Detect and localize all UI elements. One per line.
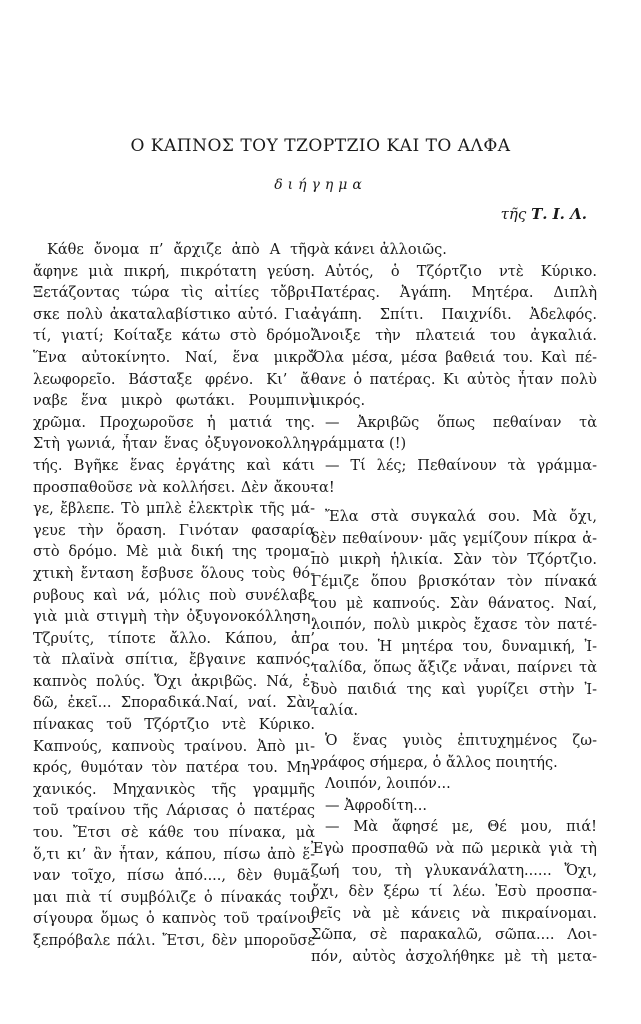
text-line: Πατέρας. Ἀγάπη. Μητέρα. Διπλὴ <box>311 285 597 302</box>
text-line: ναν τοῖχο, πίσω ἀπό...., δὲν θυμᾶ- <box>33 868 315 885</box>
text-line: του. Ἔτσι σὲ κάθε του πίνακα, μὰ <box>33 825 315 842</box>
text-line: γράφος σήμερα, ὁ ἄλλος ποιητής. <box>311 754 558 771</box>
story-genre: διήγημα <box>274 177 367 193</box>
text-line: θανε ὁ πατέρας. Κι αὐτὸς ἦταν πολὺ <box>311 371 597 388</box>
text-line: ρυβους καὶ νά, μόλις ποὺ συνέλαβε <box>33 587 315 604</box>
text-line: τα! <box>311 479 335 496</box>
text-line: λοιπόν, πολὺ μικρὸς ἔχασε τὸν πατέ- <box>311 617 597 634</box>
text-line: Σῶπα, σὲ παρακαλῶ, σῶπα.... Λοι- <box>311 927 597 944</box>
text-line: μαι πιὰ τί συμβόλιζε ὁ πίνακάς του <box>33 889 315 906</box>
text-line: λεωφορεῖο. Βάσταξε φρένο. Κι’ ἄ- <box>33 371 315 388</box>
text-line: στὸ δρόμο. Μὲ μιὰ δική της τρομα- <box>33 544 315 561</box>
text-line: ὅ,τι κι’ ἂν ἦταν, κάπου, πίσω ἀπὸ ἕ- <box>33 846 315 863</box>
text-line: του μὲ καπνούς. Σὰν θάνατος. Ναί, <box>311 595 597 612</box>
text-line: — Ἀκριβῶς ὅπως πεθαίναν τὰ <box>325 414 597 431</box>
text-line: καπνὸς πολύς. Ὄχι ἀκριβῶς. Νά, ἐ- <box>33 673 315 690</box>
text-line: πόν, αὐτὸς ἀσχολήθηκε μὲ τὴ μετα- <box>311 949 597 965</box>
left-text-column <box>33 240 315 953</box>
text-line: τί, γιατί; Κοίταξε κάτω στὸ δρόμο. <box>33 328 315 345</box>
author-line <box>501 205 587 223</box>
text-line: Ἐγὼ προσπαθῶ νὰ πῶ μερικὰ γιὰ τὴ <box>311 841 597 858</box>
text-line: τοῦ τραίνου τῆς Λάρισας ὁ πατέρας <box>33 803 315 820</box>
text-line: Στὴ γωνιά, ἦταν ἕνας ὀξυγονοκολλη- <box>33 436 315 453</box>
text-line: Τζρυίτς, τίποτε ἄλλο. Κάπου, ἀπ’ <box>33 630 315 647</box>
text-line: Κάθε ὄνομα π’ ἄρχιζε ἀπὸ Α τῆς <box>47 242 315 258</box>
text-line: γευε τὴν ὅραση. Γινόταν φασαρία <box>33 522 315 539</box>
text-line: Ἔλα στὰ συγκαλά σου. Μὰ ὄχι, <box>325 509 597 526</box>
text-line: ρα του. Ἡ μητέρα του, δυναμική, Ἰ- <box>311 638 597 655</box>
text-line: σίγουρα ὅμως ὁ καπνὸς τοῦ τραίνου <box>33 911 315 928</box>
author-prefix: τῆς <box>500 205 527 223</box>
text-line: χτικὴ ἔνταση ἔσβυσε ὅλους τοὺς θό- <box>33 565 315 582</box>
text-line: πίνακας τοῦ Τζόρτζιο ντὲ Κύρικο. <box>33 717 315 734</box>
paragraph-gap <box>311 499 597 507</box>
text-line: ἄφηνε μιὰ πικρή, πικρότατη γεύση. <box>33 263 315 280</box>
text-line: κρός, θυμόταν τὸν πατέρα του. Μη- <box>33 760 315 777</box>
text-line: σκε πολὺ ἀκαταλαβίστικο αὐτό. Για- <box>33 306 315 323</box>
text-line: ζωή του, τὴ γλυκανάλατη...... Ὄχι, <box>311 862 597 879</box>
paragraph-gap <box>311 723 597 731</box>
text-line: θεῖς νὰ μὲ κάνεις νὰ πικραίνομαι. <box>311 905 597 922</box>
text-line: Ἄνοιξε τὴν πλατειά του ἀγκαλιά. <box>311 328 597 345</box>
text-line: Λοιπόν, λοιπόν... <box>325 776 451 793</box>
text-line: — Τί λές; Πεθαίνουν τὰ γράμμα- <box>325 457 597 474</box>
text-line: Ξετάζοντας τώρα τὶς αἰτίες τὄβρι- <box>33 285 315 302</box>
text-line: δὲν πεθαίνουν· μᾶς γεμίζουν πίκρα ἀ- <box>311 530 597 547</box>
text-line: Ὁ ἕνας γυιὸς ἐπιτυχημένος ζω- <box>325 733 597 750</box>
text-line: χανικός. Μηχανικὸς τῆς γραμμῆς <box>33 781 315 798</box>
text-line: γράμματα (!) <box>311 436 407 453</box>
text-line: πὸ μικρὴ ἡλικία. Σὰν τὸν Τζόρτζιο. <box>311 552 597 569</box>
text-line: τὰ πλαϊνὰ σπίτια, ἔβγαινε καπνός, <box>33 652 315 669</box>
text-line: γε, ἔβλεπε. Τὸ μπλὲ ἐλεκτρὶκ τῆς μά- <box>33 501 315 518</box>
text-line: Ἕνα αὐτοκίνητο. Ναί, ἕνα μικρὸ <box>33 349 315 366</box>
text-line: Γέμιζε ὅπου βρισκόταν τὸν πίνακά <box>311 573 597 590</box>
text-line: προσπαθοῦσε νὰ κολλήσει. Δὲν ἄκου- <box>33 479 315 496</box>
right-text-column <box>311 240 597 969</box>
text-line: Αὐτός, ὁ Τζόρτζιο ντὲ Κύρικο. <box>325 263 597 280</box>
text-line: — Ἀφροδίτη... <box>325 797 427 814</box>
text-line: ξεπρόβαλε πάλι. Ἔτσι, δὲν μποροῦσε <box>33 933 315 949</box>
text-line: τής. Βγῆκε ἕνας ἐργάτης καὶ κάτι <box>33 457 315 474</box>
text-line: ταλία. <box>311 703 359 720</box>
text-line: — Μὰ ἄφησέ με, Θέ μου, πιά! <box>325 819 597 836</box>
story-title: Ο ΚΑΠΝΟΣ ΤΟΥ ΤΖΟΡΤΖΙΟ ΚΑΙ ΤΟ ΑΛΦΑ <box>130 136 511 156</box>
text-line: ταλίδα, ὅπως ἄξιζε νἆναι, παίρνει τὰ <box>311 660 597 677</box>
text-line: νὰ κάνει ἀλλοιῶς. <box>311 242 447 258</box>
text-line: ὄχι, δὲν ξέρω τί λέω. Ἐσὺ προσπα- <box>311 884 597 901</box>
text-line: ναβε ἕνα μικρὸ φωτάκι. Ρουμπινὶ <box>33 393 315 410</box>
text-line: γιὰ μιὰ στιγμὴ τὴν ὀξυγονοκόλληση. <box>33 609 315 626</box>
text-line: χρῶμα. Προχωροῦσε ἡ ματιά της. <box>33 414 315 431</box>
text-line: Καπνούς, καπνοὺς τραίνου. Ἀπὸ μι- <box>33 738 315 755</box>
text-line: δυὸ παιδιά της καὶ γυρίζει στὴν Ἰ- <box>311 681 597 698</box>
text-line: δῶ, ἐκεῖ... Σποραδικά.Ναί, ναί. Σὰν <box>33 695 315 712</box>
text-line: Ὅλα μέσα, μέσα βαθειά του. Καὶ πέ- <box>311 349 597 366</box>
text-line: ἀγάπη. Σπίτι. Παιχνίδι. Ἀδελφός. <box>311 306 597 323</box>
text-line: μικρός. <box>311 393 366 410</box>
author-initials: Τ. Ι. Λ. <box>531 205 587 223</box>
